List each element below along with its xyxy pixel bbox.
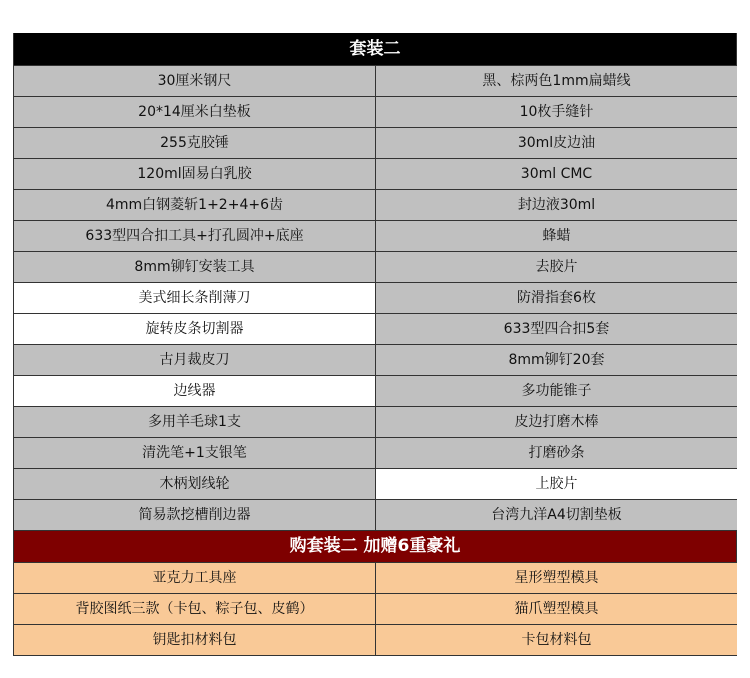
kit-item-right: 打磨砂条 — [376, 438, 737, 468]
kit-item-right: 去胶片 — [376, 252, 737, 282]
kit-row — [14, 220, 736, 251]
kit-item-left: 20*14厘米白垫板 — [14, 97, 376, 127]
gift-item-right: 星形塑型模具 — [376, 563, 737, 593]
kit-row — [14, 313, 736, 344]
kit-row — [14, 251, 736, 282]
kit-item-right: 多功能锥子 — [376, 376, 737, 406]
kit-item-right: 10枚手缝针 — [376, 97, 737, 127]
kit-item-left: 多用羊毛球1支 — [14, 407, 376, 437]
kit-item-left: 美式细长条削薄刀 — [14, 283, 376, 313]
kit-rows — [14, 65, 736, 530]
kit-item-left: 30厘米钢尺 — [14, 66, 376, 96]
kit-item-left: 4mm白钢菱斩1+2+4+6齿 — [14, 190, 376, 220]
kit-item-right: 防滑指套6枚 — [376, 283, 737, 313]
gift-item-left: 亚克力工具座 — [14, 563, 376, 593]
kit-item-left: 旋转皮条切割器 — [14, 314, 376, 344]
kit-row — [14, 158, 736, 189]
gift-rows — [14, 562, 736, 655]
gift-title: 购套装二 加赠6重豪礼 — [14, 530, 736, 562]
kit-row — [14, 127, 736, 158]
kit-item-right: 封边液30ml — [376, 190, 737, 220]
gift-item-right: 猫爪塑型模具 — [376, 594, 737, 624]
kit-row — [14, 406, 736, 437]
kit-item-left: 255克胶锤 — [14, 128, 376, 158]
kit-item-right: 30ml CMC — [376, 159, 737, 189]
gift-row — [14, 593, 736, 624]
kit-item-left: 木柄划线轮 — [14, 469, 376, 499]
kit-row — [14, 65, 736, 96]
kit-row — [14, 375, 736, 406]
gift-row — [14, 624, 736, 655]
kit-item-right: 台湾九洋A4切割垫板 — [376, 500, 737, 530]
kit-item-left: 古月裁皮刀 — [14, 345, 376, 375]
kit-row — [14, 96, 736, 127]
kit-row — [14, 437, 736, 468]
kit-row — [14, 499, 736, 530]
kit-row — [14, 282, 736, 313]
gift-item-left: 背胶图纸三款（卡包、粽子包、皮鹤） — [14, 594, 376, 624]
kit-title: 套装二 — [14, 33, 736, 65]
kit-item-right: 蜂蜡 — [376, 221, 737, 251]
kit-table — [13, 33, 737, 656]
kit-item-left: 633型四合扣工具+打孔圆冲+底座 — [14, 221, 376, 251]
kit-row — [14, 344, 736, 375]
kit-item-left: 简易款挖槽削边器 — [14, 500, 376, 530]
kit-item-right: 皮边打磨木棒 — [376, 407, 737, 437]
kit-item-right: 8mm铆钉20套 — [376, 345, 737, 375]
kit-item-right: 黑、棕两色1mm扁蜡线 — [376, 66, 737, 96]
gift-item-right: 卡包材料包 — [376, 625, 737, 655]
kit-row — [14, 189, 736, 220]
kit-item-right: 30ml皮边油 — [376, 128, 737, 158]
gift-item-left: 钥匙扣材料包 — [14, 625, 376, 655]
kit-item-right: 上胶片 — [376, 469, 737, 499]
kit-item-left: 清洗笔+1支银笔 — [14, 438, 376, 468]
kit-item-left: 边线器 — [14, 376, 376, 406]
kit-item-right: 633型四合扣5套 — [376, 314, 737, 344]
kit-row — [14, 468, 736, 499]
gift-row — [14, 562, 736, 593]
kit-item-left: 8mm铆钉安装工具 — [14, 252, 376, 282]
kit-item-left: 120ml固易白乳胶 — [14, 159, 376, 189]
